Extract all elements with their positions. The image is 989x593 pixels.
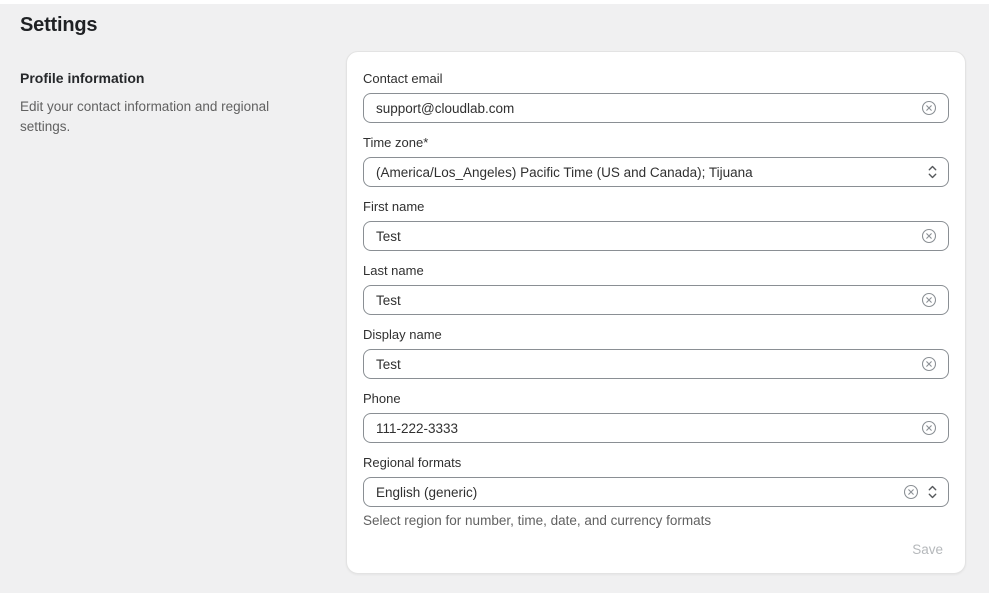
phone-value[interactable] xyxy=(376,421,913,436)
regional-formats-help: Select region for number, time, date, and currency formats xyxy=(363,513,712,528)
first-name-label: First name xyxy=(363,199,425,214)
regional-formats-select[interactable] xyxy=(363,477,949,507)
field-regional-formats xyxy=(363,453,949,531)
last-name-input[interactable] xyxy=(363,285,949,315)
section-annotation xyxy=(20,51,346,137)
field-time-zone xyxy=(363,133,949,187)
time-zone-value: (America/Los_Angeles) Pacific Time (US and Canada); Tijuana xyxy=(376,164,753,180)
profile-information-card xyxy=(346,51,966,574)
section-heading: Profile information xyxy=(20,70,145,86)
last-name-value[interactable] xyxy=(376,293,913,308)
field-last-name xyxy=(363,261,949,315)
card-footer xyxy=(363,540,949,559)
last-name-label: Last name xyxy=(363,263,424,278)
first-name-input[interactable] xyxy=(363,221,949,251)
first-name-value[interactable] xyxy=(376,229,913,244)
updown-chevron-icon xyxy=(927,484,938,500)
clear-icon[interactable] xyxy=(920,99,938,117)
save-button[interactable]: Save xyxy=(906,540,949,559)
time-zone-label: Time zone* xyxy=(363,135,429,150)
clear-icon[interactable] xyxy=(920,227,938,245)
clear-icon[interactable] xyxy=(902,483,920,501)
display-name-value[interactable] xyxy=(376,357,913,372)
display-name-label: Display name xyxy=(363,327,442,342)
regional-formats-label: Regional formats xyxy=(363,455,462,470)
field-display-name xyxy=(363,325,949,379)
phone-input[interactable] xyxy=(363,413,949,443)
field-phone xyxy=(363,389,949,443)
field-contact-email xyxy=(363,69,949,123)
settings-layout xyxy=(0,51,989,574)
clear-icon[interactable] xyxy=(920,419,938,437)
clear-icon[interactable] xyxy=(920,355,938,373)
page-title: Settings xyxy=(20,14,98,36)
clear-icon[interactable] xyxy=(920,291,938,309)
contact-email-input[interactable] xyxy=(363,93,949,123)
section-description: Edit your contact information and regional settings. xyxy=(20,99,270,134)
updown-chevron-icon xyxy=(927,164,938,180)
display-name-input[interactable] xyxy=(363,349,949,379)
time-zone-select[interactable] xyxy=(363,157,949,187)
field-first-name xyxy=(363,197,949,251)
phone-label: Phone xyxy=(363,391,401,406)
contact-email-label: Contact email xyxy=(363,71,443,86)
page-header xyxy=(0,4,989,37)
contact-email-value[interactable] xyxy=(376,101,913,116)
regional-formats-value: English (generic) xyxy=(376,484,478,500)
